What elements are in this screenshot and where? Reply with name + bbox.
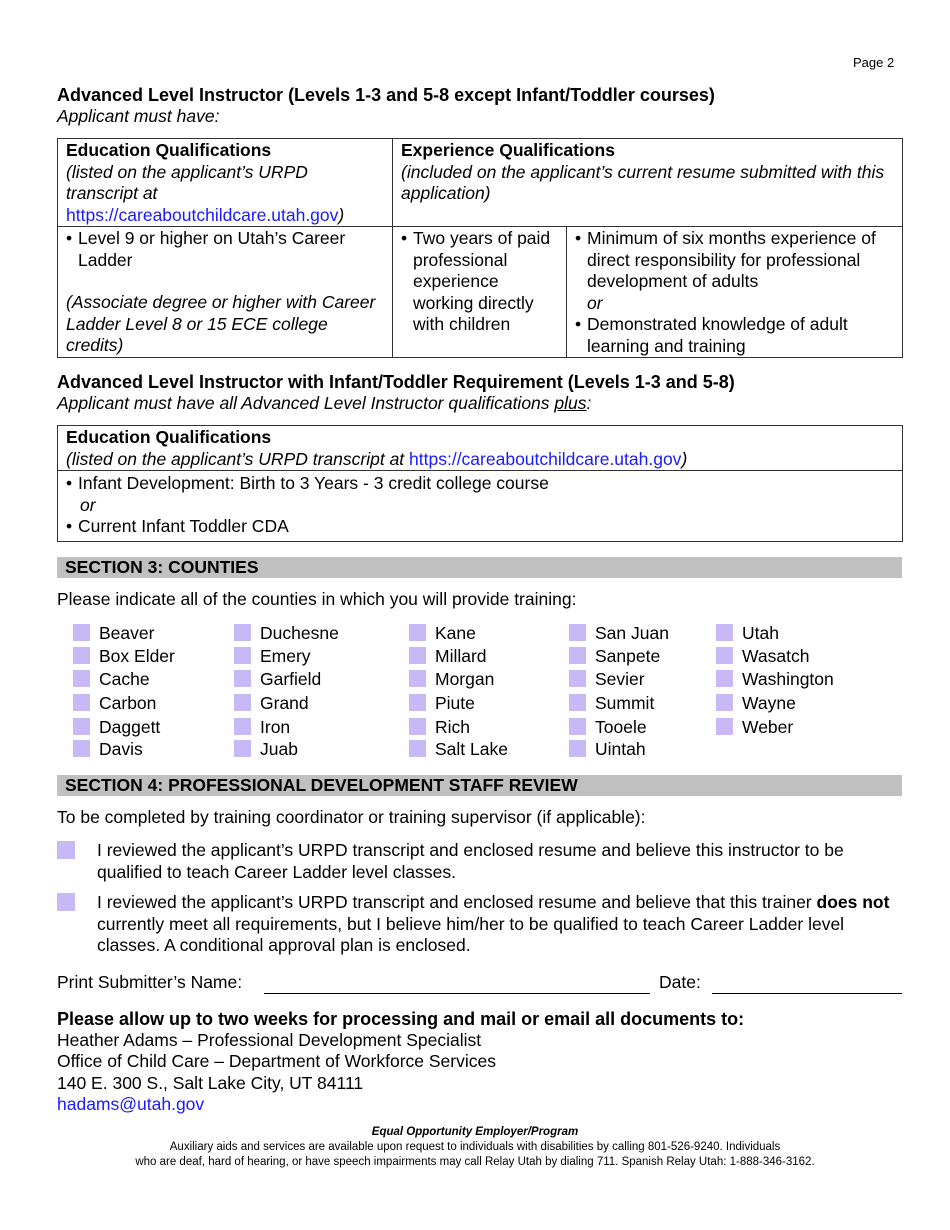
county-item[interactable] [234, 622, 339, 644]
advanced-exp-header-cell [393, 139, 903, 227]
county-checkbox[interactable] [234, 624, 251, 641]
county-item[interactable] [234, 738, 298, 760]
county-item[interactable] [716, 716, 793, 738]
county-item[interactable] [73, 622, 154, 644]
county-checkbox[interactable] [73, 624, 90, 641]
county-label: Cache [99, 669, 150, 689]
county-checkbox[interactable] [716, 670, 733, 687]
advanced-exp-body-cell-1 [393, 227, 567, 358]
county-item[interactable] [234, 668, 321, 690]
advanced-edu-item: • Level 9 or higher on Utah’s Career Ladder [66, 228, 384, 271]
county-item[interactable] [716, 692, 796, 714]
county-label: Beaver [99, 623, 155, 643]
county-label: Carbon [99, 693, 157, 713]
county-item[interactable] [409, 716, 470, 738]
county-label: Box Elder [99, 646, 175, 666]
counties-prompt: Please indicate all of the counties in which you will provide training: [57, 589, 577, 609]
advanced-edu-body-cell [58, 227, 393, 358]
county-label: Millard [435, 646, 487, 666]
county-label: Utah [742, 623, 779, 643]
advanced-qualifications-table [57, 138, 903, 358]
county-checkbox[interactable] [234, 740, 251, 757]
county-item[interactable] [716, 622, 779, 644]
infant-body-cell [58, 471, 903, 542]
mail-line-3: 140 E. 300 S., Salt Lake City, UT 84111 [57, 1073, 364, 1093]
county-checkbox[interactable] [569, 647, 586, 664]
county-item[interactable] [234, 716, 290, 738]
advanced-edu-sub: (listed on the applicant’s URPD transcript at https://careaboutchildcare.utah.gov) [66, 161, 345, 225]
county-item[interactable] [234, 692, 309, 714]
county-label: Sevier [595, 669, 645, 689]
mail-heading: Please allow up to two weeks for processing and mail or email all documents to: [57, 1009, 745, 1029]
infant-or-text: or [80, 494, 96, 515]
county-item[interactable] [569, 645, 660, 667]
footer-line-1: Auxiliary aids and services are available upon request to individuals with disabilities by calling 801-526-9240. Individuals [169, 1141, 781, 1153]
footer-line-2: who are deaf, hard of hearing, or have speech impairments may call Relay Utah by dialing 711. Spanish Relay Utah: 1-888-346-3162. [135, 1156, 815, 1168]
county-item[interactable] [409, 622, 476, 644]
mail-line-1: Heather Adams – Professional Development Specialist [57, 1030, 482, 1050]
infant-item-1: • Infant Development: Birth to 3 Years - 3 credit college course [66, 473, 894, 495]
footer-title: Equal Opportunity Employer/Program [371, 1126, 579, 1138]
mail-line-2: Office of Child Care – Department of Workforce Services [57, 1051, 496, 1071]
county-item[interactable] [569, 622, 669, 644]
county-label: Juab [260, 739, 298, 759]
county-checkbox[interactable] [716, 694, 733, 711]
county-label: Daggett [99, 717, 161, 737]
county-label: Piute [435, 693, 475, 713]
review-option-1-text: I reviewed the applicant’s URPD transcript and enclosed resume and believe this instructor to be qualified to teach Career Ladder level classes. [97, 840, 844, 882]
advanced-subheading: Applicant must have: [57, 106, 220, 126]
county-item[interactable] [409, 645, 487, 667]
county-label: Wayne [742, 693, 796, 713]
section-3-header: SECTION 3: COUNTIES [57, 557, 902, 578]
county-label: Kane [435, 623, 476, 643]
county-checkbox[interactable] [234, 647, 251, 664]
county-checkbox[interactable] [409, 647, 426, 664]
county-item[interactable] [716, 668, 834, 690]
county-label: Summit [595, 693, 655, 713]
or-text: or [587, 292, 603, 313]
careaboutchildcare-link[interactable]: https://careaboutchildcare.utah.gov [66, 204, 339, 225]
infant-qualifications-table [57, 425, 903, 542]
review-option-2-checkbox[interactable] [57, 893, 75, 911]
submitter-name-label: Print Submitter’s Name: [57, 972, 243, 992]
county-label: Duchesne [260, 623, 339, 643]
infant-edu-header-cell [58, 426, 903, 471]
county-checkbox[interactable] [569, 718, 586, 735]
county-label: Iron [260, 717, 291, 737]
county-label: Weber [742, 717, 794, 737]
advanced-exp-body-cell-2 [567, 227, 903, 358]
county-checkbox[interactable] [716, 718, 733, 735]
county-checkbox[interactable] [716, 647, 733, 664]
infant-item-2: • Current Infant Toddler CDA [66, 516, 894, 538]
county-checkbox[interactable] [73, 647, 90, 664]
infant-edu-header: Education Qualifications [66, 427, 272, 447]
county-item[interactable] [409, 738, 508, 760]
county-checkbox[interactable] [234, 694, 251, 711]
county-checkbox[interactable] [73, 694, 90, 711]
county-checkbox[interactable] [716, 624, 733, 641]
advanced-exp-sub: (included on the applicant’s current resume submitted with this application) [401, 161, 885, 203]
date-label: Date: [659, 972, 701, 992]
infant-subheading: Applicant must have all Advanced Level Instructor qualifications plus: [57, 393, 592, 413]
county-label: Rich [435, 717, 471, 737]
county-label: Uintah [595, 739, 646, 759]
county-label: Emery [260, 646, 311, 666]
county-label: Wasatch [742, 646, 810, 666]
county-label: San Juan [595, 623, 669, 643]
county-checkbox[interactable] [409, 740, 426, 757]
county-item[interactable] [73, 716, 160, 738]
county-item[interactable] [234, 645, 311, 667]
county-label: Morgan [435, 669, 495, 689]
county-item[interactable] [716, 645, 809, 667]
county-checkbox[interactable] [73, 740, 90, 757]
county-checkbox[interactable] [569, 694, 586, 711]
county-item[interactable] [569, 738, 646, 760]
advanced-exp-item-1: • Two years of paid professional experience working directly with children [401, 228, 558, 336]
advanced-exp-item-2b: • Demonstrated knowledge of adult learning and training [575, 314, 894, 357]
county-label: Tooele [595, 717, 647, 737]
review-prompt: To be completed by training coordinator or training supervisor (if applicable): [57, 807, 646, 827]
county-checkbox[interactable] [234, 670, 251, 687]
county-item[interactable] [73, 668, 150, 690]
infant-heading: Advanced Level Instructor with Infant/Toddler Requirement (Levels 1-3 and 5-8) [57, 372, 735, 392]
county-item[interactable] [569, 716, 647, 738]
infant-edu-sub: (listed on the applicant’s URPD transcript at https://careaboutchildcare.utah.gov) [66, 448, 688, 469]
county-label: Garfield [260, 669, 322, 689]
page-number: Page 2 [853, 55, 895, 70]
county-label: Grand [260, 693, 309, 713]
county-label: Sanpete [595, 646, 661, 666]
county-item[interactable] [409, 692, 475, 714]
county-checkbox[interactable] [569, 624, 586, 641]
date-field[interactable] [712, 973, 902, 994]
county-item[interactable] [569, 668, 645, 690]
careaboutchildcare-link-2[interactable]: https://careaboutchildcare.utah.gov [409, 448, 682, 469]
county-checkbox[interactable] [409, 670, 426, 687]
email-link[interactable]: hadams@utah.gov [57, 1094, 205, 1114]
county-checkbox[interactable] [409, 624, 426, 641]
county-item[interactable] [73, 692, 156, 714]
county-label: Salt Lake [435, 739, 508, 759]
advanced-exp-item-2a: • Minimum of six months experience of direct responsibility for professional development of adults [575, 228, 894, 293]
advanced-edu-header-cell [58, 139, 393, 227]
submitter-name-field[interactable] [264, 973, 650, 994]
advanced-exp-header: Experience Qualifications [401, 140, 615, 160]
county-checkbox[interactable] [73, 718, 90, 735]
review-option-2-text: I reviewed the applicant’s URPD transcript and enclosed resume and believe that this trainer does not currently meet all requirements, but I believe him/her to be qualified to teach Career Ladder level classes. A conditional approval plan is enclosed. [97, 892, 890, 955]
section-4-header: SECTION 4: PROFESSIONAL DEVELOPMENT STAFF REVIEW [57, 775, 902, 796]
advanced-edu-note: (Associate degree or higher with Career Ladder Level 8 or 15 ECE college credits) [66, 292, 376, 355]
county-item[interactable] [569, 692, 654, 714]
review-option-1-checkbox[interactable] [57, 841, 75, 859]
advanced-edu-header: Education Qualifications [66, 140, 272, 160]
county-checkbox[interactable] [569, 740, 586, 757]
county-checkbox[interactable] [73, 670, 90, 687]
county-checkbox[interactable] [234, 718, 251, 735]
county-label: Davis [99, 739, 143, 759]
county-checkbox[interactable] [409, 694, 426, 711]
county-item[interactable] [409, 668, 494, 690]
county-item[interactable] [73, 738, 143, 760]
county-item[interactable] [73, 645, 175, 667]
county-checkbox[interactable] [569, 670, 586, 687]
county-label: Washington [742, 669, 834, 689]
advanced-heading: Advanced Level Instructor (Levels 1-3 and 5-8 except Infant/Toddler courses) [57, 85, 715, 105]
county-checkbox[interactable] [409, 718, 426, 735]
